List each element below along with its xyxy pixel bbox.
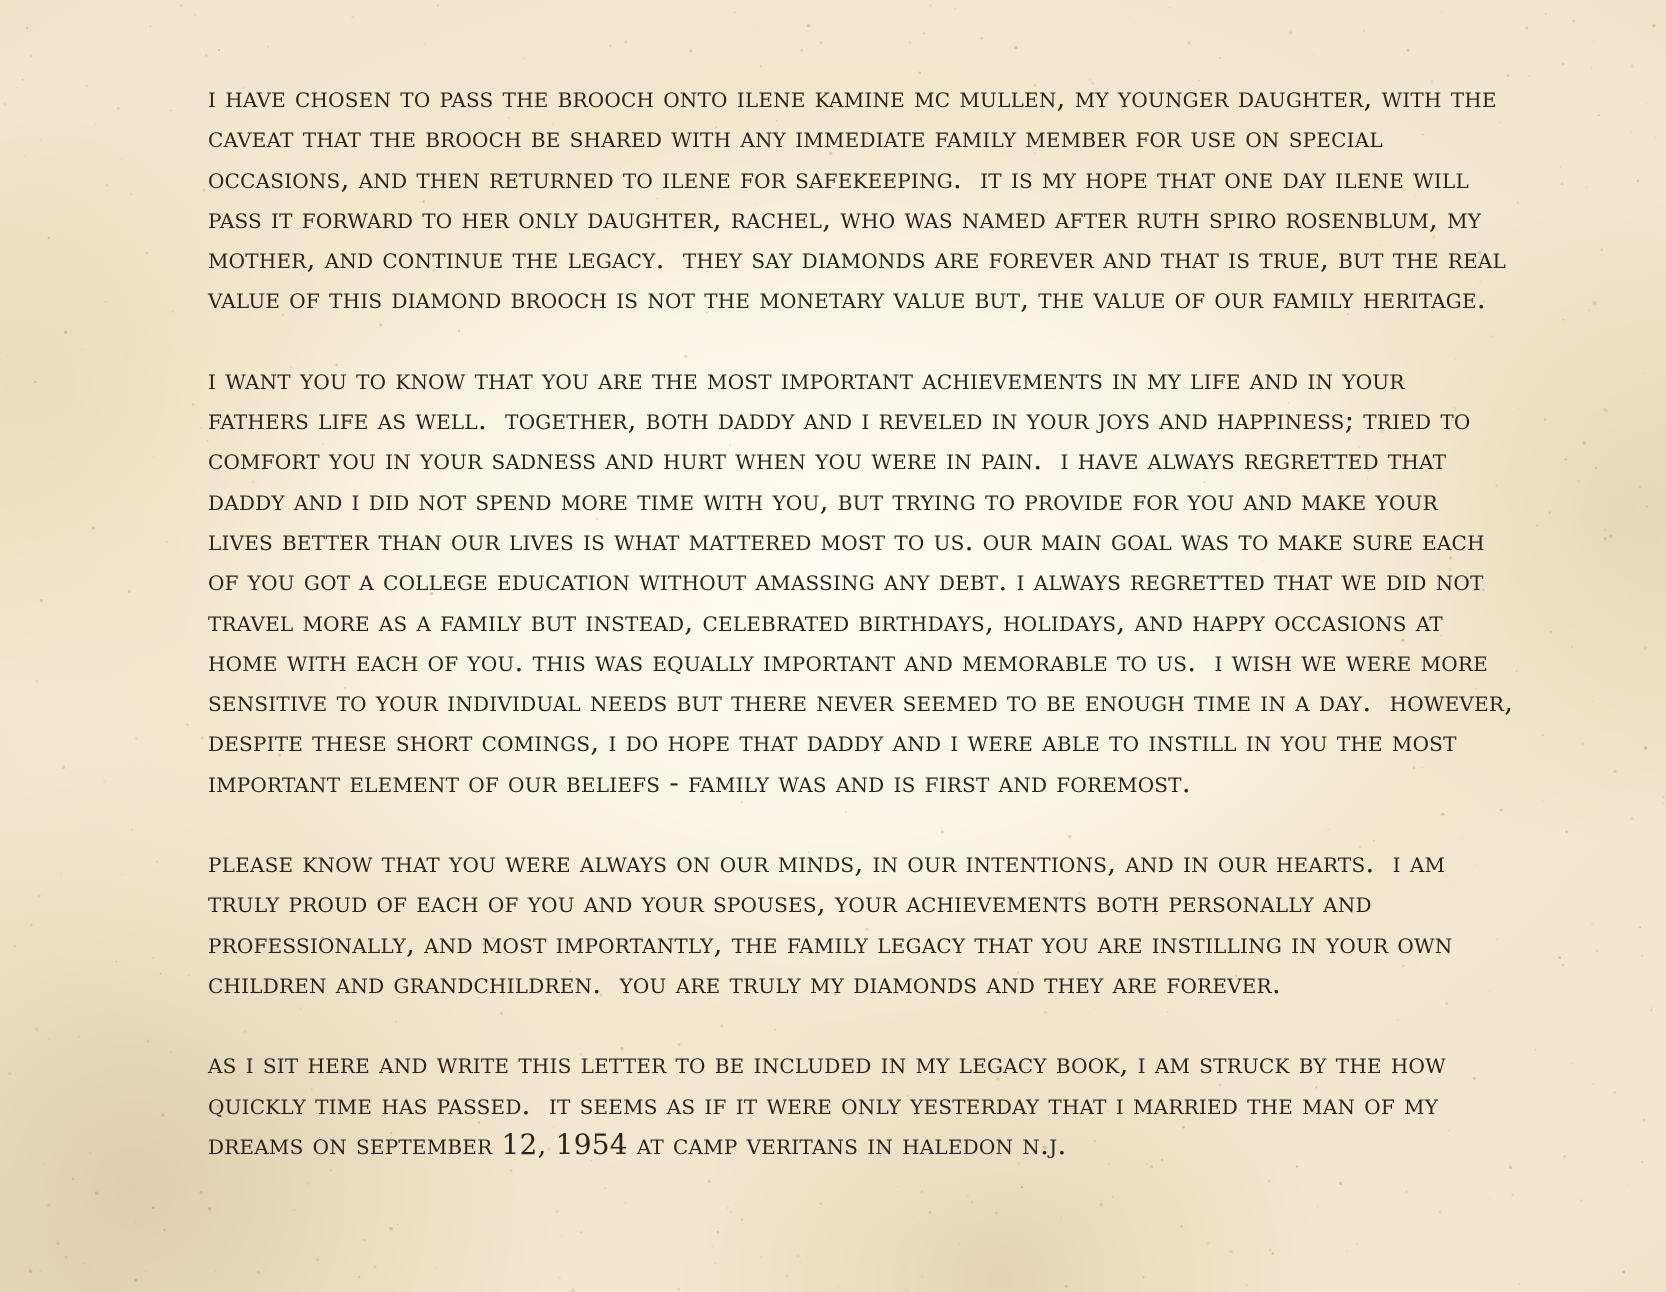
text-line: mother, and continue the legacy. they say diamonds are forever and that is true, but the real <box>208 242 1506 276</box>
text-line: i have chosen to pass the brooch onto ilene kamine mc mullen, my younger daughter, with the <box>208 81 1497 114</box>
text-line: lives better than our lives is what mattered most to us. our main goal was to make sure each <box>208 523 1485 557</box>
text-line: comfort you in your sadness and hurt when you were in pain. i have always regretted that <box>208 443 1447 477</box>
text-line: home with each of you. this was equally important and memorable to us. i wish we were more <box>208 644 1488 678</box>
text-line: truly proud of each of you and your spouses, your achievements both personally and <box>208 886 1372 920</box>
text-line: daddy and i did not spend more time with you, but trying to provide for you and make your <box>208 483 1438 517</box>
paragraph-spacer <box>208 320 1468 360</box>
text-line: quickly time has passed. it seems as if it were only yesterday that i married the man of my <box>208 1087 1439 1121</box>
letter-body <box>208 78 1514 1165</box>
text-line: i want you to know that you are the most important achievements in my life and in your <box>208 362 1405 396</box>
text-line: important element of our beliefs - family was and is first and foremost. <box>208 765 1191 799</box>
paragraph-brooch <box>208 78 1506 320</box>
text-line: travel more as a family but instead, celebrated birthdays, holidays, and happy occasions at <box>208 604 1443 638</box>
text-line: dreams on september 12, 1954 at camp veritans in haledon n.j. <box>208 1127 1067 1161</box>
text-line: of you got a college education without amassing any debt. i always regretted that we did not <box>208 564 1484 598</box>
paragraph-spacer <box>208 1004 1468 1044</box>
text-line: please know that you were always on our minds, in our intentions, and in our hearts. i am <box>208 846 1446 880</box>
paragraph-spacer <box>208 803 1468 843</box>
text-line: sensitive to your individual needs but there never seemed to be enough time in a day. however, <box>208 685 1514 719</box>
text-line: as i sit here and write this letter to be included in my legacy book, i am struck by the how <box>208 1047 1446 1081</box>
text-line: professionally, and most importantly, the family legacy that you are instilling in your own <box>208 926 1453 960</box>
paragraph-reflection <box>208 1044 1468 1165</box>
text-line: fathers life as well. together, both daddy and i reveled in your joys and happiness; tried to <box>208 403 1471 437</box>
text-line: value of this diamond brooch is not the monetary value but, the value of our family heritage. <box>208 282 1486 316</box>
text-line: caveat that the brooch be shared with any immediate family member for use on special <box>208 121 1383 155</box>
paragraph-achievements <box>208 360 1514 803</box>
paragraph-pride <box>208 843 1468 1004</box>
text-line: despite these short comings, i do hope that daddy and i were able to instill in you the most <box>208 725 1457 759</box>
text-line: children and grandchildren. you are truly my diamonds and they are forever. <box>208 966 1281 1000</box>
text-line: occasions, and then returned to ilene for safekeeping. it is my hope that one day ilene will <box>208 161 1469 195</box>
text-line: pass it forward to her only daughter, rachel, who was named after ruth spiro rosenblum, my <box>208 201 1482 235</box>
